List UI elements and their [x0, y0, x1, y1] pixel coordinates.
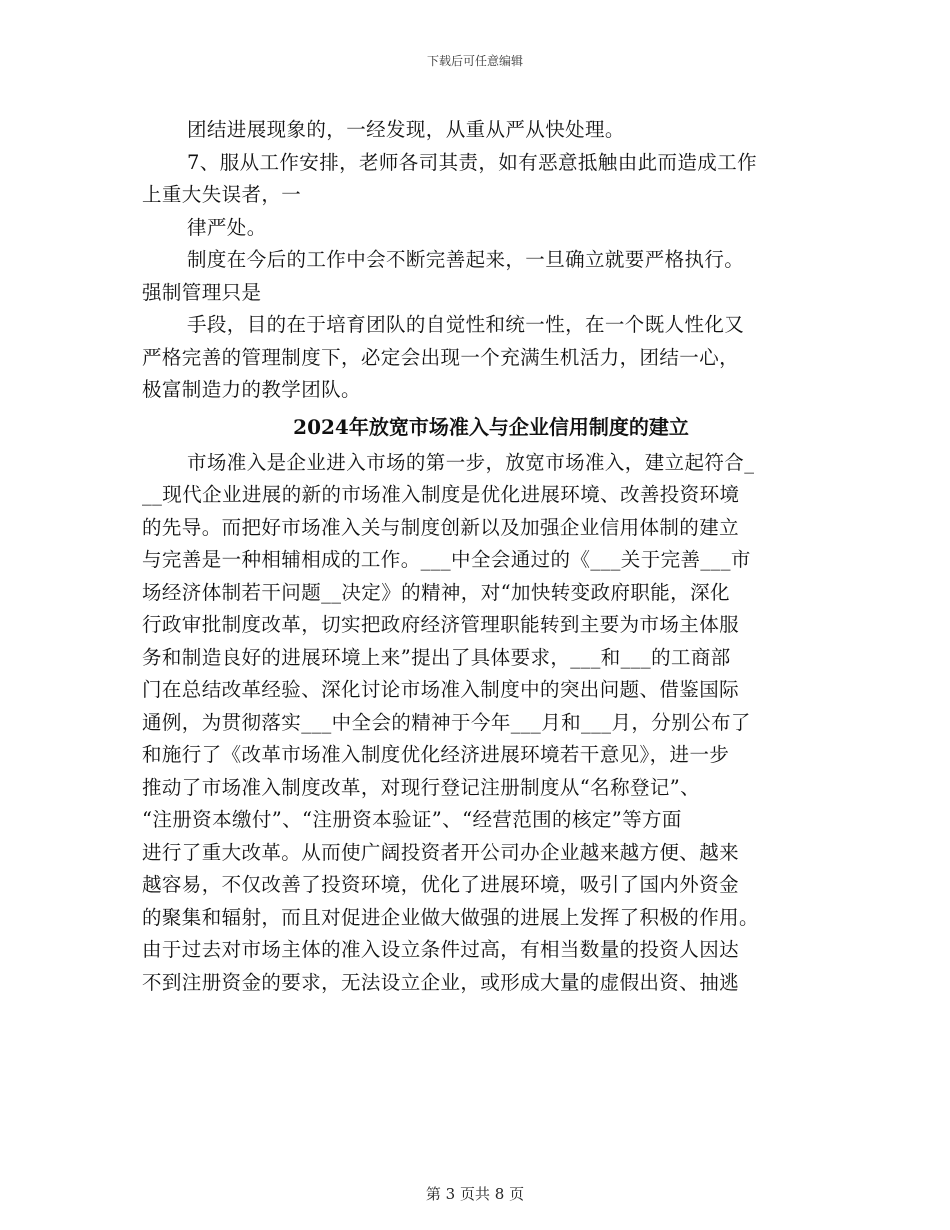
text-line: 不到注册资金的要求，无法设立企业，或形成大量的虚假出资、抽逃 [142, 970, 740, 994]
text-line: 进行了重大改革。从而使广阔投资者开公司办企业越来越方便、越来 [142, 840, 740, 864]
text-line: 由于过去对市场主体的准入设立条件过高，有相当数量的投资人因达 [142, 938, 740, 961]
text-line: 推动了市场准入制度改革，对现行登记注册制度从“名称登记”、 [142, 775, 701, 799]
paragraphs-before-title [142, 114, 810, 407]
section-title: 2024年放宽市场准入与企业信用制度的建立 [293, 414, 689, 439]
text-line: 和施行了《改革市场准入制度优化经济进展环境若干意见》，进一步 [142, 743, 730, 766]
paragraphs-after-title [142, 447, 810, 1000]
page-footer: 第 3 页共 8 页 [425, 1185, 525, 1203]
text-line: 场经济体制若干问题__决定》的精神，对“加快转变政府职能，深化 [142, 580, 730, 604]
text-line: 的聚集和辐射，而且对促进企业做大做强的进展上发挥了积极的作用。 [142, 905, 759, 929]
text-line: 极富制造力的教学团队。 [142, 378, 361, 401]
text-line: 市场准入是企业进入市场的第一步，放宽市场准入，建立起符合_ [187, 450, 755, 474]
text-line: “注册资本缴付”、“注册资本验证”、“经营范围的核定”等方面 [142, 808, 682, 831]
text-line: 制度在今后的工作中会不断完善起来，一旦确立就要严格执行。 [187, 248, 745, 271]
text-line: 律严处。 [187, 215, 267, 239]
text-line: 强制管理只是 [142, 280, 262, 304]
text-line: __现代企业进展的新的市场准入制度是优化进展环境、改善投资环境 [142, 483, 740, 506]
text-line: 团结进展现象的，一经发现，从重从严从快处理。 [187, 118, 625, 141]
document-body [142, 114, 810, 999]
text-line: 上重大失误者，一 [142, 183, 302, 206]
text-line: 手段，目的在于培育团队的自觉性和统一性，在一个既人性化又 [187, 313, 745, 336]
page-header: 下载后可任意编辑 [426, 54, 523, 68]
text-line: 行政审批制度改革，切实把政府经济管理职能转到主要为市场主体服 [142, 613, 740, 636]
text-line: 的先导。而把好市场准入关与制度创新以及加强企业信用体制的建立 [142, 515, 740, 539]
text-line: 与完善是一种相辅相成的工作。___中全会通过的《___关于完善___市 [142, 548, 751, 571]
text-line: 严格完善的管理制度下，必定会出现一个充满生机活力，团结一心， [142, 345, 740, 369]
text-line: 7、服从工作安排，老师各司其责，如有恶意抵触由此而造成工作 [187, 150, 758, 174]
text-line: 门在总结改革经验、深化讨论市场准入制度中的突出问题、借鉴国际 [142, 678, 740, 701]
text-line: 通例，为贯彻落实___中全会的精神于今年___月和___月，分别公布了 [142, 710, 751, 734]
text-line: 越容易，不仅改善了投资环境，优化了进展环境，吸引了国内外资金 [142, 873, 740, 896]
text-line: 务和制造良好的进展环境上来”提出了具体要求，___和___的工商部 [142, 645, 731, 669]
